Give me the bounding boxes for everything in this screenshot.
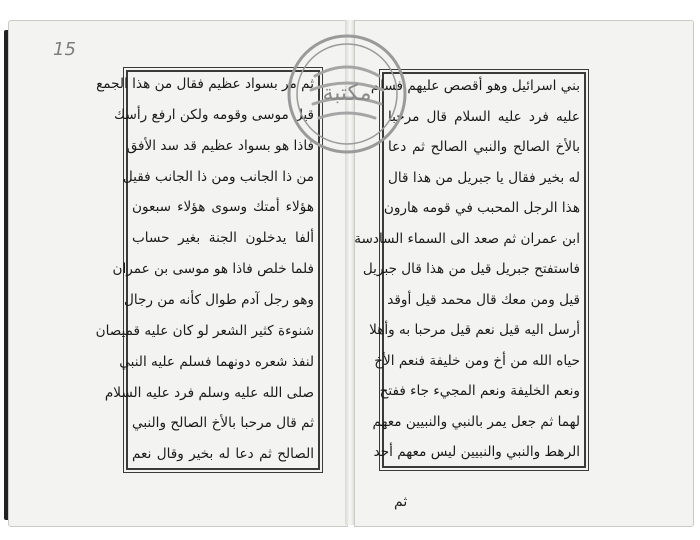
left-page-line-5: هؤلاء أمتك وسوى هؤلاء سبعون [132, 199, 314, 216]
left-page-line-4: من ذا الجانب ومن ذا الجانب فقيل [122, 168, 314, 185]
folio-number: 15 [53, 39, 76, 60]
right-page-line-1: بني اسرائيل وهو أقصص عليهم فسلم [370, 78, 580, 94]
left-page-line-12: ثم قال مرحبا بالأخ الصالح والنبي [132, 415, 314, 432]
right-text-frame [354, 72, 586, 468]
right-page-line-11: ونعم الخليفة ونعم المجيء جاء ففتح [379, 383, 580, 400]
left-page-line-11: صلى الله عليه وسلم فرد عليه السلام [104, 384, 314, 401]
right-page-line-5: هذا الرجل المحبب في قومه هارون [383, 200, 580, 217]
right-page-line-10: حياه الله من أخ ومن خليفة فنعم الأخ [374, 352, 580, 369]
right-page-line-2: عليه فرد عليه السلام قال مرحبا [388, 108, 580, 125]
library-seal-stamp [285, 32, 409, 156]
left-page-line-3: فاذا هو بسواد عظيم قد سد الأفق [126, 137, 314, 154]
left-page-line-7: فلما خلص فاذا هو موسى بن عمران [112, 261, 314, 278]
left-page-line-13: الصالح ثم دعا له بخير وقال نعم [132, 446, 314, 463]
book-spread [8, 20, 694, 530]
right-page-line-7: فاستفتح جبريل قيل من هذا قال جبريل [362, 261, 580, 278]
right-page-line-3: بالأخ الصالح والنبي الصالح ثم دعا [388, 139, 580, 156]
right-page-line-4: له بخير فقال يا جبريل من هذا قال [388, 169, 580, 186]
right-page-line-6: ابن عمران ثم صعد الى السماء السادسة [354, 230, 580, 247]
right-page-line-9: أرسل اليه قيل نعم قيل مرحبا به وأهلا [369, 322, 580, 339]
left-page-line-6: ألفا يدخلون الجنة بغير حساب [132, 230, 314, 247]
left-page-line-2: قيل موسى وقومه ولكن ارفع رأسك [113, 106, 314, 123]
right-page-line-8: قيل ومن معك قال محمد قيل أوقد [387, 291, 580, 308]
right-text-block [354, 78, 580, 461]
left-page-line-8: وهو رجل آدم طوال كأنه من رجال [124, 292, 314, 309]
left-page-line-1: ثم مر بسواد عظيم فقال من هذا الجمع [96, 76, 314, 92]
catchword: ثم [394, 494, 408, 510]
right-page-line-12: لهما ثم جعل يمر بالنبي والنبيين معهم [372, 413, 580, 430]
right-page-line-13: الرهط والنبي والنبيين ليس معهم أحد [373, 444, 580, 461]
left-page-line-9: شنوءة كثير الشعر لو كان عليه قميصان [95, 322, 314, 339]
left-page-line-10: لنفذ شعره دونهما فسلم عليه النبي [119, 353, 314, 370]
seal-text: مكتبة [322, 81, 372, 106]
